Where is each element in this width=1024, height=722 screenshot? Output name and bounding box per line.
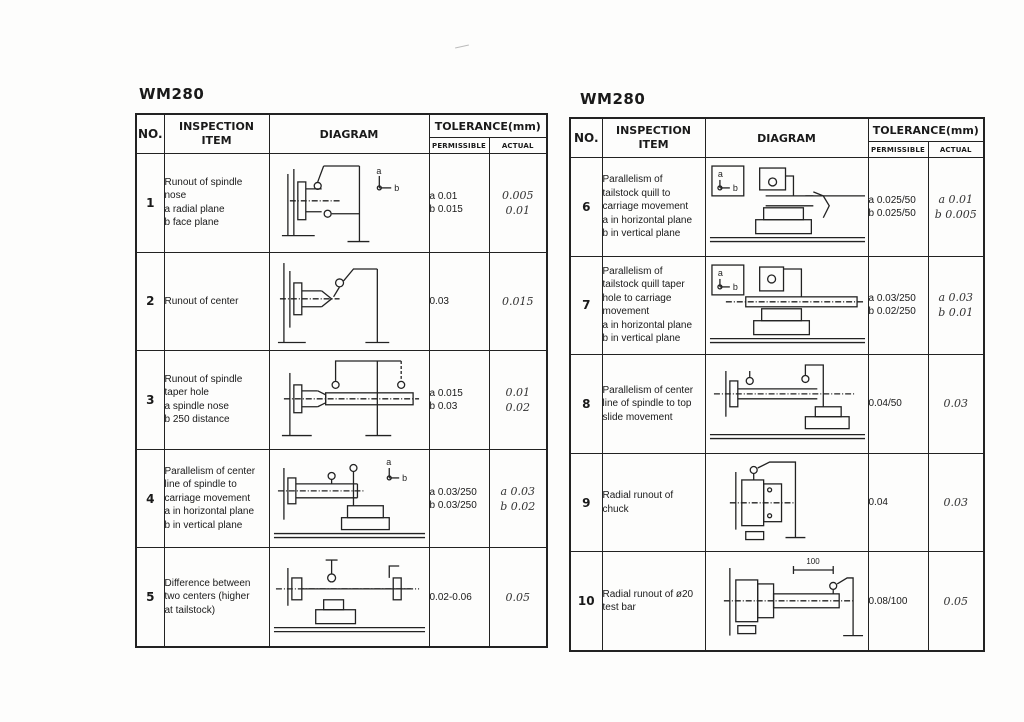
- table-row: [136, 548, 547, 647]
- table-row: [570, 453, 984, 552]
- diagram-cell: [269, 449, 429, 548]
- header-tolerance: TOLERANCE(mm): [429, 114, 547, 138]
- inspection-item: Parallelism of center line of spindle to carriage movement a in horizontal plane b in vertical plane: [164, 449, 269, 548]
- quill-taper-diagram: [706, 257, 868, 355]
- inspection-item: Difference between two centers (higher at tailstock): [164, 548, 269, 647]
- row-number: 2: [136, 252, 164, 351]
- table-row: [570, 552, 984, 651]
- permissible-value: a 0.015 b 0.03: [429, 351, 489, 450]
- actual-value: a 0.03 b 0.02: [489, 449, 547, 548]
- table-row: [136, 449, 547, 548]
- actual-value: a 0.01 b 0.005: [928, 158, 984, 257]
- row-number: 8: [570, 355, 602, 454]
- diagram-cell: [269, 252, 429, 351]
- row-number: 6: [570, 158, 602, 257]
- actual-value: 0.05: [489, 548, 547, 647]
- diagram-cell: [705, 158, 868, 257]
- header-inspection-item: INSPECTION ITEM: [164, 114, 269, 154]
- inspection-item: Runout of spindle taper hole a spindle nose b 250 distance: [164, 351, 269, 450]
- inspection-item: Radial runout of chuck: [602, 453, 705, 552]
- carriage-parallelism-diagram: [270, 450, 429, 548]
- actual-value: 0.03: [928, 453, 984, 552]
- header-tolerance: TOLERANCE(mm): [868, 118, 984, 142]
- inspection-item: Radial runout of ø20 test bar: [602, 552, 705, 651]
- header-actual: ACTUAL: [928, 142, 984, 158]
- table-row: [136, 154, 547, 253]
- scan-mark: [455, 45, 469, 49]
- actual-value: 0.03: [928, 355, 984, 454]
- table-row: [570, 158, 984, 257]
- top-slide-diagram: [706, 355, 868, 453]
- permissible-value: 0.03: [429, 252, 489, 351]
- row-number: 7: [570, 256, 602, 355]
- row-number: 1: [136, 154, 164, 253]
- diagram-label-b: b: [393, 182, 399, 193]
- taper-hole-runout-diagram: [270, 351, 429, 449]
- diagram-cell: [269, 548, 429, 647]
- chuck-runout-diagram: [706, 454, 868, 552]
- inspection-table-left: [135, 113, 548, 648]
- table-row: [570, 355, 984, 454]
- diagram-label-a: a: [717, 168, 723, 179]
- row-number: 10: [570, 552, 602, 651]
- permissible-value: a 0.03/250 b 0.03/250: [429, 449, 489, 548]
- header-no: NO.: [570, 118, 602, 158]
- sheet-title-right: WM280: [580, 90, 646, 108]
- inspection-item: Runout of center: [164, 252, 269, 351]
- actual-value: 0.01 0.02: [489, 351, 547, 450]
- header-actual: ACTUAL: [489, 138, 547, 154]
- row-number: 4: [136, 449, 164, 548]
- header-inspection-item: INSPECTION ITEM: [602, 118, 705, 158]
- spindle-nose-runout-diagram: [270, 154, 429, 252]
- actual-value: 0.005 0.01: [489, 154, 547, 253]
- header-permissible: PERMISSIBLE: [429, 138, 489, 154]
- test-bar-runout-diagram: [706, 552, 868, 650]
- inspection-item: Parallelism of tailstock quill to carriage movement a in horizontal plane b in vertical plane: [602, 158, 705, 257]
- tailstock-quill-diagram: [706, 158, 868, 256]
- row-number: 5: [136, 548, 164, 647]
- diagram-label-b: b: [401, 472, 407, 483]
- inspection-item: Parallelism of tailstock quill taper hole to carriage movement a in horizontal plane b in vertical plane: [602, 256, 705, 355]
- permissible-value: 0.08/100: [868, 552, 928, 651]
- table-row: [570, 256, 984, 355]
- diagram-cell: [269, 154, 429, 253]
- inspection-item: Parallelism of center line of spindle to top slide movement: [602, 355, 705, 454]
- center-runout-diagram: [270, 253, 429, 351]
- permissible-value: 0.02-0.06: [429, 548, 489, 647]
- table-row: [136, 252, 547, 351]
- two-centers-diagram: [270, 548, 429, 646]
- actual-value: 0.05: [928, 552, 984, 651]
- permissible-value: 0.04/50: [868, 355, 928, 454]
- permissible-value: a 0.03/250 b 0.02/250: [868, 256, 928, 355]
- diagram-cell: [705, 552, 868, 651]
- inspection-item: Runout of spindle nose a radial plane b face plane: [164, 154, 269, 253]
- diagram-label-a: a: [375, 165, 381, 176]
- header-no: NO.: [136, 114, 164, 154]
- diagram-cell: [269, 351, 429, 450]
- diagram-label-a: a: [717, 267, 723, 278]
- permissible-value: a 0.025/50 b 0.025/50: [868, 158, 928, 257]
- diagram-cell: [705, 355, 868, 454]
- diagram-cell: [705, 453, 868, 552]
- sheet-title-left: WM280: [139, 85, 205, 103]
- row-number: 9: [570, 453, 602, 552]
- header-diagram: DIAGRAM: [705, 118, 868, 158]
- row-number: 3: [136, 351, 164, 450]
- permissible-value: a 0.01 b 0.015: [429, 154, 489, 253]
- diagram-label-a: a: [385, 456, 391, 467]
- diagram-label-b: b: [732, 182, 738, 193]
- inspection-table-right: [569, 117, 985, 652]
- actual-value: a 0.03 b 0.01: [928, 256, 984, 355]
- diagram-cell: [705, 256, 868, 355]
- header-permissible: PERMISSIBLE: [868, 142, 928, 158]
- dimension-label: 100: [805, 557, 820, 567]
- table-row: [136, 351, 547, 450]
- header-diagram: DIAGRAM: [269, 114, 429, 154]
- permissible-value: 0.04: [868, 453, 928, 552]
- diagram-label-b: b: [732, 281, 738, 292]
- actual-value: 0.015: [489, 252, 547, 351]
